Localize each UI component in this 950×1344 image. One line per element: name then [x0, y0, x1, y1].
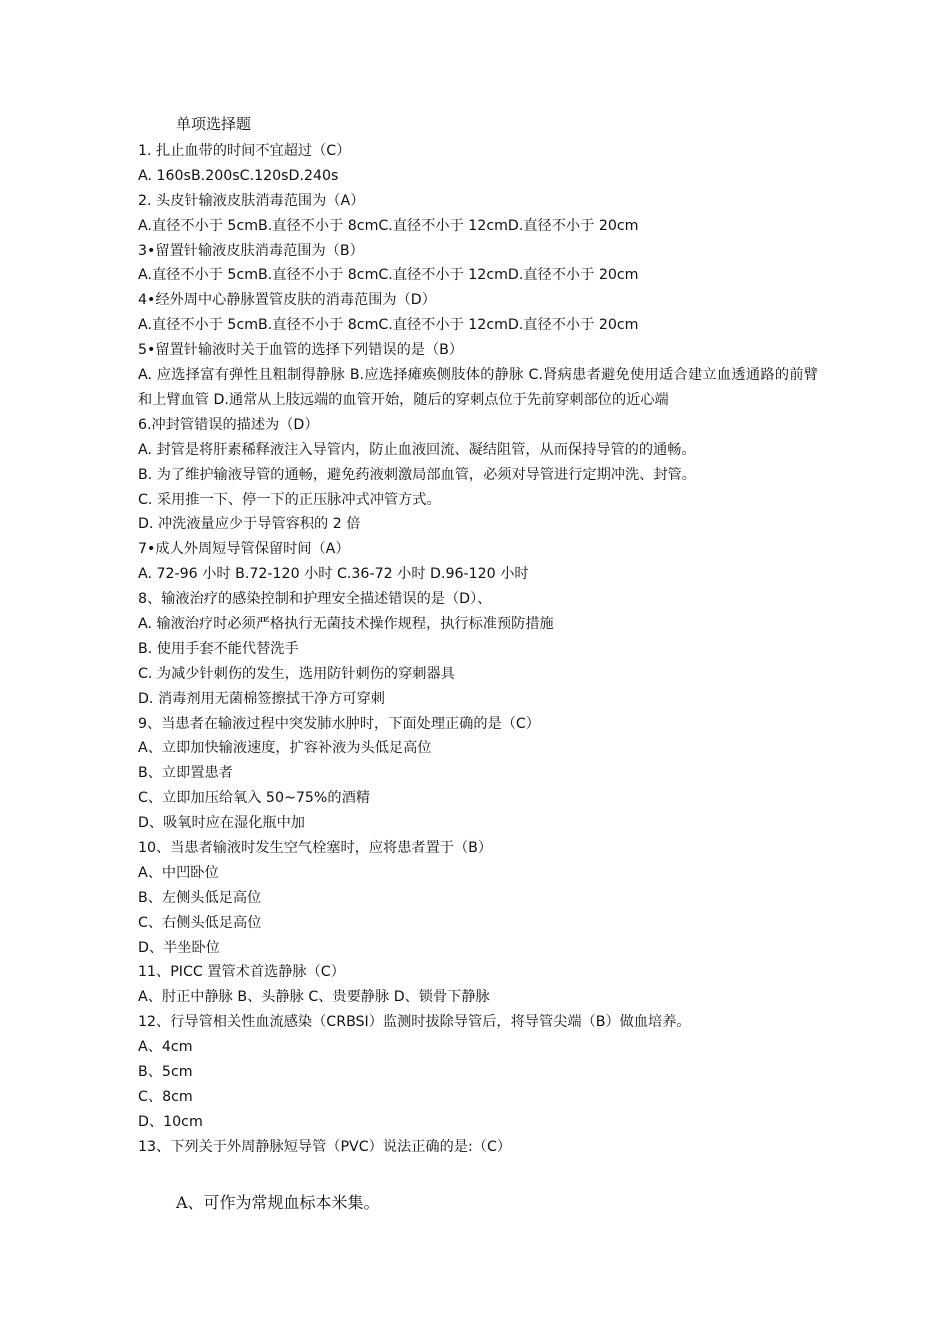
question-list	[138, 139, 818, 1160]
text-line: 4•经外周中心静脉置管皮肤的消毒范围为（D）	[138, 292, 436, 309]
text-line: C、8cm	[138, 1088, 193, 1105]
text-line: D、吸氧时应在湿化瓶中加	[138, 815, 305, 832]
text-line: A、中凹卧位	[138, 864, 219, 881]
text-line: 10、当患者输液时发生空气栓塞时，应将患者置于（B）	[138, 839, 493, 856]
text-line: 12、行导管相关性血流感染（CRBSI）监测时拔除导管后，将导管尖端（B）做血培养。	[138, 1014, 691, 1031]
text-line: A.直径不小于 5cmB.直径不小于 8cmC.直径不小于 12cmD.直径不小于 20cm	[138, 317, 639, 334]
text-line: B. 为了维护输液导管的通畅，避免药液刺激局部血管，必须对导管进行定期冲洗、封管。	[138, 466, 696, 483]
text-line: D、半坐卧位	[138, 939, 220, 956]
text-line: D. 消毒剂用无菌棉签擦拭干净方可穿刺	[138, 690, 385, 707]
text-line: C. 采用推一下、停一下的正压脉冲式冲管方式。	[138, 491, 441, 508]
text-line: B、左侧头低足高位	[138, 889, 262, 906]
text-line: A. 封管是将肝素稀释液注入导管内，防止血液回流、凝结阻管，从而保持导管的的通畅。	[138, 441, 696, 458]
text-line: B、5cm	[138, 1063, 193, 1080]
text-line: 3•留置针输液皮肤消毒范围为（B）	[138, 242, 364, 259]
text-line: 7•成人外周短导管保留时间（A）	[138, 541, 350, 558]
text-line: 2. 头皮针输液皮肤消毒范围为（A）	[138, 192, 365, 209]
document-title: 单项选择题	[176, 115, 252, 133]
text-line: B、立即置患者	[138, 765, 233, 782]
text-line: D. 冲洗液量应少于导管容积的 2 倍	[138, 516, 361, 533]
last-option-line: A、可作为常规血标本米集。	[176, 1193, 380, 1212]
text-line: C、立即加压给氧入 50~75%的酒精	[138, 790, 370, 807]
text-line: A、立即加快输液速度，扩容补液为头低足高位	[138, 740, 432, 757]
text-line: A、4cm	[138, 1039, 193, 1056]
text-line: 11、PICC 置管术首选静脉（C）	[138, 964, 345, 981]
text-line: A. 72-96 小时 B.72-120 小时 C.36-72 小时 D.96-120 小时	[138, 566, 529, 583]
text-paragraph: A. 应选择富有弹性且粗制得静脉 B.应选择瘫痪侧肢体的静脉 C.肾病患者避免使用适合建立血透通路的前臂和上臂血管 D.通常从上肢远端的血管开始，随后的穿刺点位于先前穿刺部位的近心端	[138, 367, 818, 408]
text-line: 8、输液治疗的感染控制和护理安全描述错误的是（D）、	[138, 591, 492, 608]
text-line: 1. 扎止血带的时间不宜超过（C）	[138, 143, 351, 159]
text-line: A. 输液治疗时必须严格执行无菌技术操作规程，执行标准预防措施	[138, 615, 554, 632]
text-line: D、10cm	[138, 1113, 203, 1130]
text-line: A.直径不小于 5cmB.直径不小于 8cmC.直径不小于 12cmD.直径不小于 20cm	[138, 217, 639, 234]
text-line: A. 160sB.200sC.120sD.240s	[138, 167, 339, 184]
text-line: C. 为减少针刺伤的发生，选用防针刺伤的穿刺器具	[138, 665, 455, 682]
text-line: A、肘正中静脉 B、头静脉 C、贵要静脉 D、锁骨下静脉	[138, 989, 490, 1006]
text-line: C、右侧头低足高位	[138, 914, 262, 931]
text-line: 5•留置针输液时关于血管的选择下列错误的是（B）	[138, 342, 464, 359]
text-line: 6.冲封管错误的描述为（D）	[138, 416, 319, 433]
text-line: B. 使用手套不能代替洗手	[138, 640, 299, 657]
text-line: 9、当患者在输液过程中突发肺水肿时，下面处理正确的是（C）	[138, 715, 540, 732]
text-line: A.直径不小于 5cmB.直径不小于 8cmC.直径不小于 12cmD.直径不小于 20cm	[138, 267, 639, 284]
text-line: 13、下列关于外周静脉短导管（PVC）说法正确的是:（C）	[138, 1138, 512, 1155]
